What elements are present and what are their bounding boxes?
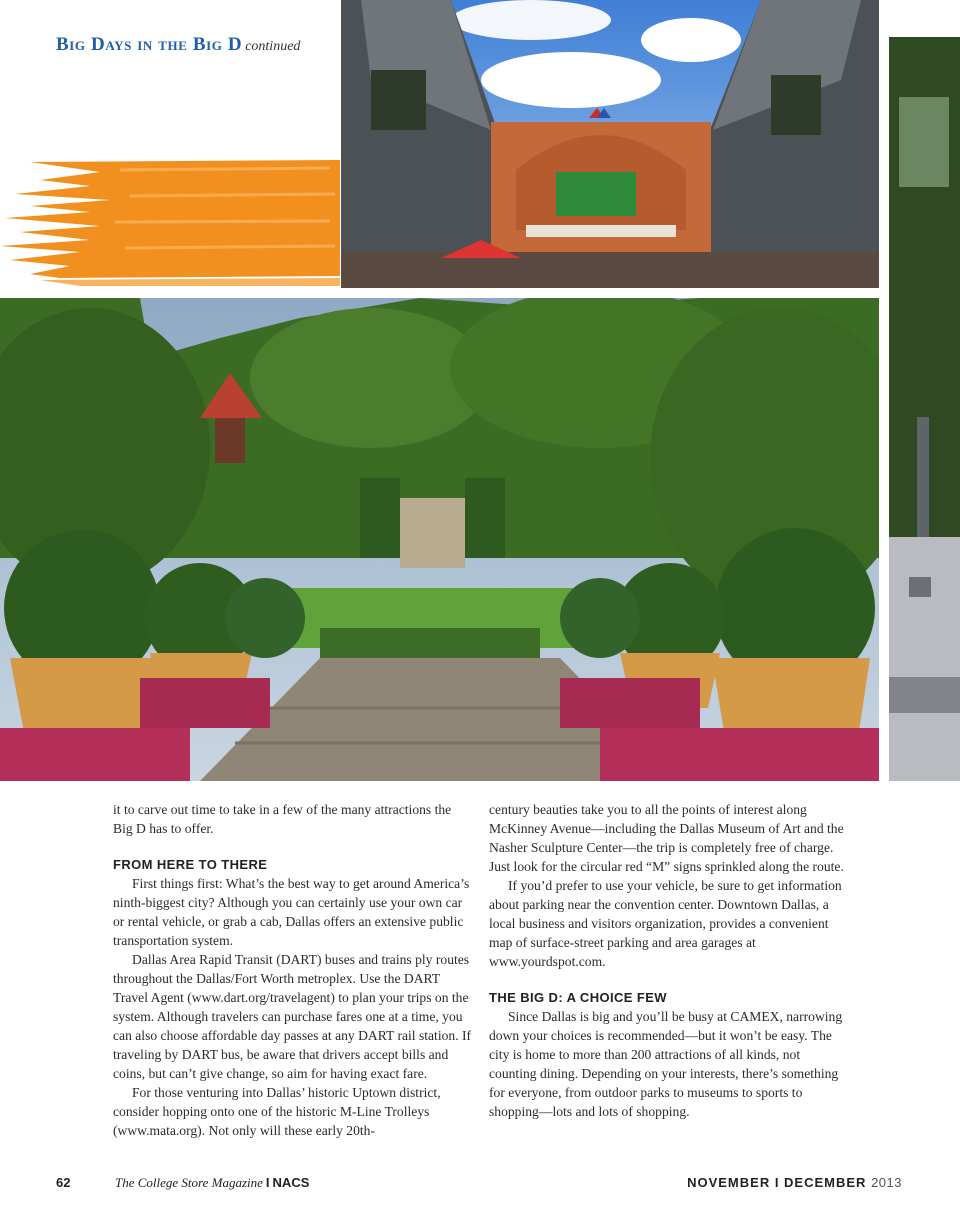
page-number: 62	[56, 1175, 71, 1190]
header-title: Big Days in the Big D	[56, 34, 243, 55]
issue-months: NOVEMBER I DECEMBER	[687, 1175, 867, 1190]
orange-brushstroke-graphic	[0, 156, 340, 288]
arboretum-garden-photo	[0, 298, 879, 781]
street-photo	[889, 37, 960, 781]
paragraph: If you’d prefer to use your vehicle, be sure to get information about parking near the convention center. Downtown Dallas, a local business and visitors organization, provides a convenient map of surface-street parking and area garages at www.yourdspot.com.	[489, 878, 842, 969]
magazine-credit	[115, 1174, 309, 1192]
paragraph: First things first: What’s the best way to get around America’s ninth-biggest city? Although you can certainly use your own car or rental vehicle, or grab a cab, Dallas offers an extensive public transportation system.	[113, 876, 470, 948]
section-heading: THE BIG D: A CHOICE FEW	[489, 990, 667, 1005]
issue-date	[687, 1174, 902, 1192]
paragraph: Dallas Area Rapid Transit (DART) buses and trains ply routes throughout the Dallas/Fort Worth metroplex. Use the DART Travel Agent (www.dart.org/travelagent) to plan your trips on the system. Although travelers can purchase fares one at a time, you can also choose affordable day passes at any DART rail station. If traveling by DART bus, be aware that drivers accept bills and coins, but can’t give change, so aim for having exact fare.	[113, 952, 472, 1081]
arena-plaza-photo	[341, 0, 879, 288]
paragraph: century beauties take you to all the points of interest along McKinney Avenue—including the Dallas Museum of Art and the Nasher Sculpture Center—the trip is completely free of charge. Just look for the circular red “M” signs sprinkled along the route.	[489, 802, 844, 874]
paragraph: it to carve out time to take in a few of the many attractions the Big D has to offer.	[113, 802, 452, 836]
org-name: NACS	[272, 1175, 310, 1190]
issue-year: 2013	[871, 1175, 902, 1190]
magazine-title: The College Store Magazine	[115, 1175, 263, 1190]
separator: I	[265, 1175, 270, 1190]
paragraph: For those venturing into Dallas’ historic Uptown district, consider hopping onto one of the historic M-Line Trolleys (www.mata.org). Not only will these early 20th-	[113, 1085, 441, 1138]
paragraph: Since Dallas is big and you’ll be busy at CAMEX, narrowing down your choices is recommended—but it won’t be easy. The city is home to more than 200 attractions of all kinds, not counting dining. Depending on your interests, there’s something for everyone, from outdoor parks to museums to sports to shopping—lots and lots of shopping.	[489, 1009, 843, 1119]
article-column-right	[489, 800, 849, 1121]
running-header	[56, 34, 300, 56]
article-column-left	[113, 800, 473, 1140]
header-continued: continued	[245, 39, 301, 54]
section-heading: FROM HERE TO THERE	[113, 857, 268, 872]
